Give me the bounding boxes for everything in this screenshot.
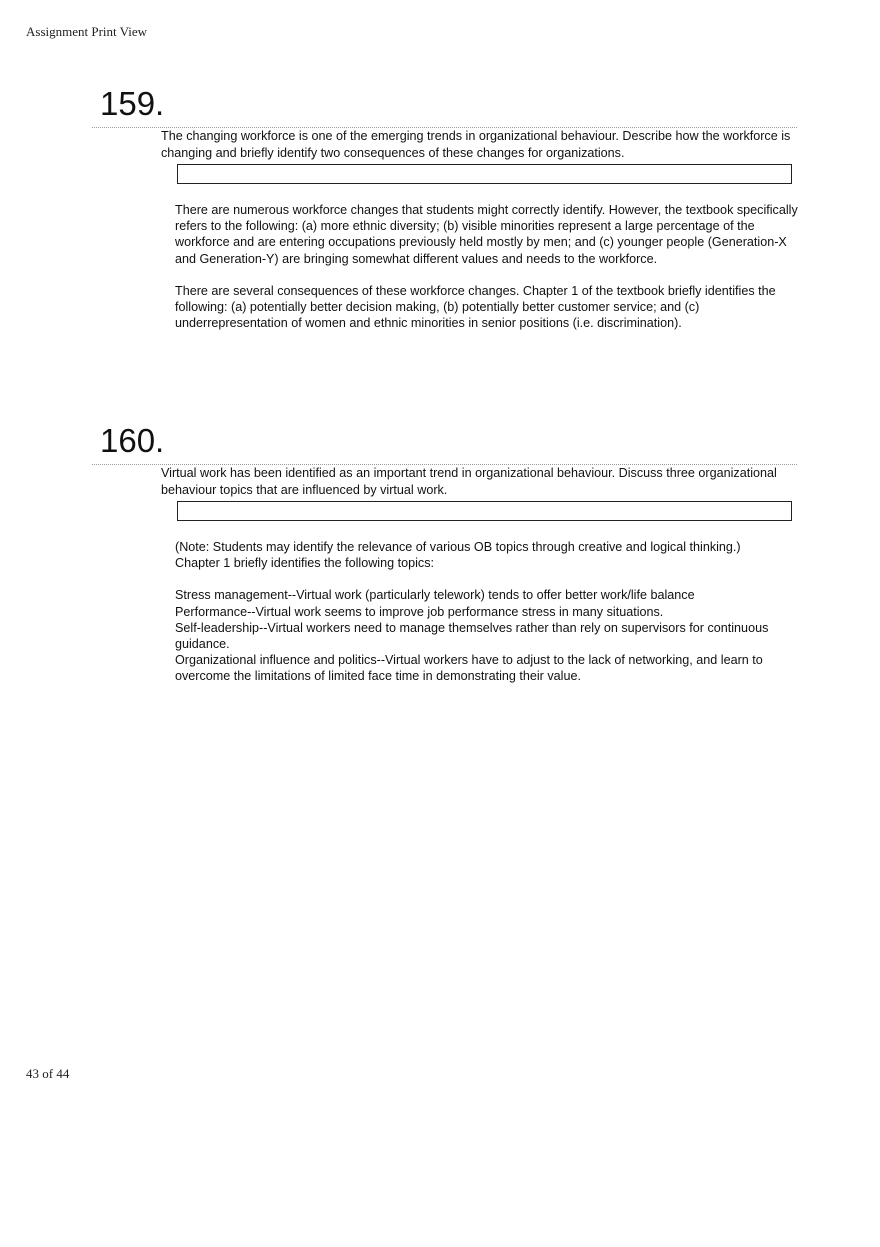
answer-topic: Stress management--Virtual work (particularly telework) tends to offer better work/life balance — [175, 588, 695, 603]
answer-topic: Self-leadership--Virtual workers need to manage themselves rather than rely on supervisors for continuous guidance. — [175, 620, 769, 652]
answer-block — [175, 202, 800, 331]
answer-input-box[interactable] — [177, 501, 792, 521]
answer-note: (Note: Students may identify the relevance of various OB topics through creative and logical thinking.) — [175, 540, 741, 554]
page-indicator: 43 of 44 — [26, 1066, 70, 1081]
answer-topic: Organizational influence and politics--Virtual workers have to adjust to the lack of networking, and learn to overcome the limitations of limited face time in demonstrating their value. — [175, 653, 763, 684]
page-header-title: Assignment Print View — [26, 24, 148, 39]
answer-topic: Performance--Virtual work seems to improve job performance stress in many situations. — [175, 604, 664, 619]
question-number: 159. — [100, 85, 165, 122]
answer-paragraph: There are numerous workforce changes that students might correctly identify. However, the textbook specifically refers to the following: (a) more ethnic diversity; (b) visible minorities represent a large percentage of the workforce and are entering occupations previously held mostly by men; and (c) younger people (Generation-X and Generation-Y) are bringing somewhat different values and needs to the workforce. — [175, 203, 798, 266]
question-number: 160. — [100, 422, 165, 459]
question-text: The changing workforce is one of the emerging trends in organizational behaviour. Describe how the workforce is changing and briefly identify two consequences of these changes for organizations. — [161, 129, 791, 160]
answer-block — [175, 539, 800, 685]
question-text: Virtual work has been identified as an important trend in organizational behaviour. Discuss three organizational behaviour topics that are influenced by virtual work. — [161, 466, 777, 497]
answer-intro: Chapter 1 briefly identifies the following topics: — [175, 556, 435, 571]
answer-paragraph: There are several consequences of these workforce changes. Chapter 1 of the textbook briefly identifies the following: (a) potentially better decision making, (b) potentially better customer service; and (c) underrepresentation of women and ethnic minorities in senior positions (i.e. discrimination). — [175, 283, 776, 331]
answer-input-box[interactable] — [177, 164, 792, 184]
